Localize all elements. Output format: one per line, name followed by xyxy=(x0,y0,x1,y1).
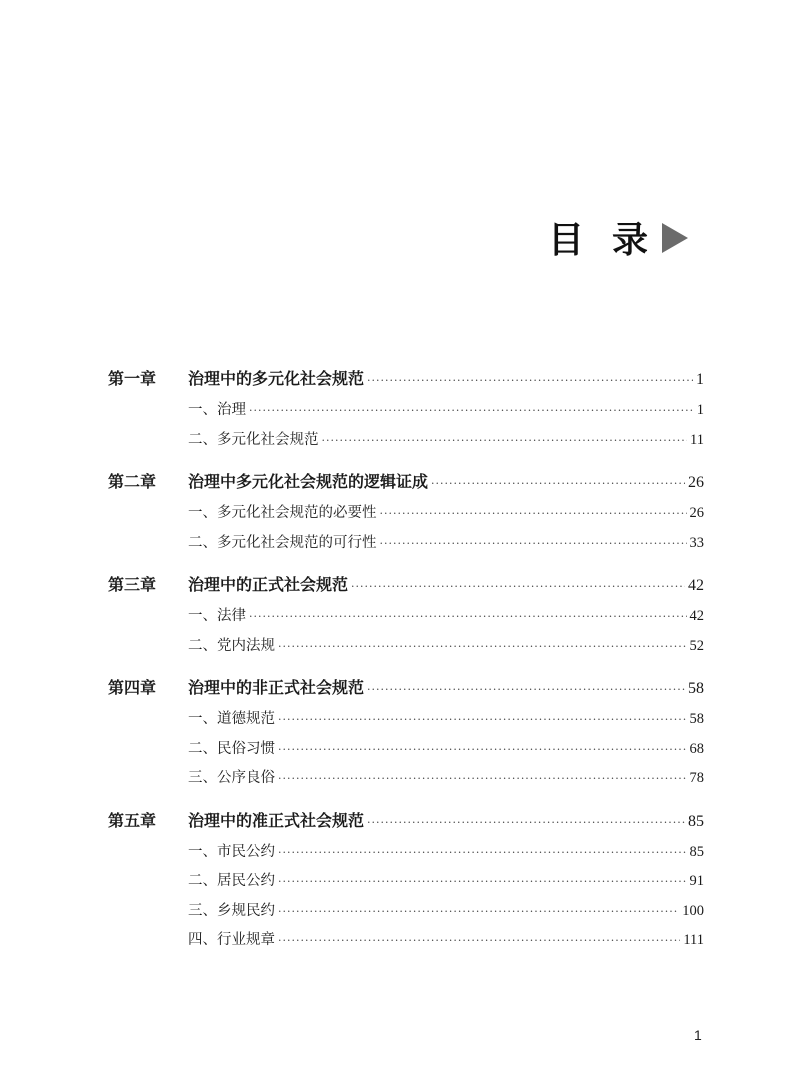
toc-section-entry[interactable] xyxy=(108,707,704,737)
section-title: 二、居民公约 xyxy=(188,873,275,889)
toc-section-entry[interactable] xyxy=(108,428,704,458)
dot-leader xyxy=(278,743,687,756)
chapter-title: 治理中的准正式社会规范 xyxy=(188,810,365,830)
toc-chapter xyxy=(108,675,704,796)
section-title: 一、市民公约 xyxy=(188,843,275,860)
chapter-number: 第三章 xyxy=(108,575,157,594)
toc-heading xyxy=(548,212,688,263)
toc-section-entry[interactable] xyxy=(108,899,704,929)
chapter-page-number: 42 xyxy=(688,577,704,594)
chapter-page-number: 26 xyxy=(688,474,704,491)
dot-leader xyxy=(278,934,680,947)
toc-title: 目录 xyxy=(548,220,677,261)
section-page-number: 58 xyxy=(689,711,704,727)
chapter-number: 第一章 xyxy=(108,369,157,388)
section-page-number: 91 xyxy=(689,873,704,889)
toc-section-entry[interactable] xyxy=(108,634,704,664)
toc-chapter-entry[interactable] xyxy=(108,808,704,840)
toc-chapter-entry[interactable] xyxy=(108,469,704,501)
section-page-number: 26 xyxy=(689,505,704,521)
section-title: 一、道德规范 xyxy=(188,711,275,727)
chapter-number: 第四章 xyxy=(108,678,157,697)
dot-leader xyxy=(278,640,687,653)
dot-leader xyxy=(431,477,685,490)
dot-leader xyxy=(278,772,687,785)
section-page-number: 33 xyxy=(689,534,704,551)
toc-section-entry[interactable] xyxy=(108,869,704,899)
toc-chapter-entry[interactable] xyxy=(108,366,704,398)
section-title: 一、多元化社会规范的必要性 xyxy=(188,505,377,521)
toc-section-entry[interactable] xyxy=(108,398,704,428)
toc-section-entry[interactable] xyxy=(108,501,704,531)
toc-chapter xyxy=(108,469,704,560)
dot-leader xyxy=(367,683,685,696)
dot-leader xyxy=(322,434,688,447)
section-page-number: 85 xyxy=(689,843,704,860)
chapter-title: 治理中多元化社会规范的逻辑证成 xyxy=(188,472,429,491)
section-title: 四、行业规章 xyxy=(188,932,275,948)
section-page-number: 111 xyxy=(683,932,704,948)
section-page-number: 11 xyxy=(690,431,704,448)
chapter-title: 治理中的非正式社会规范 xyxy=(188,678,365,697)
dot-leader xyxy=(367,816,685,829)
section-title: 三、公序良俗 xyxy=(188,770,275,786)
dot-leader xyxy=(249,404,694,417)
dot-leader xyxy=(351,580,685,593)
toc-chapter-entry[interactable] xyxy=(108,572,704,604)
chapter-page-number: 1 xyxy=(696,371,704,388)
section-title: 二、民俗习惯 xyxy=(188,740,275,757)
chapter-title: 治理中的正式社会规范 xyxy=(188,575,349,594)
toc-chapter xyxy=(108,808,704,958)
toc-section-entry[interactable] xyxy=(108,737,704,767)
section-page-number: 100 xyxy=(682,902,704,919)
dot-leader xyxy=(278,713,687,726)
dot-leader xyxy=(380,537,687,550)
chapter-page-number: 58 xyxy=(688,680,704,697)
section-title: 一、法律 xyxy=(188,608,246,624)
section-title: 三、乡规民约 xyxy=(188,902,275,919)
toc-section-entry[interactable] xyxy=(108,840,704,870)
section-title: 一、治理 xyxy=(188,402,246,418)
toc-section-entry[interactable] xyxy=(108,531,704,561)
section-title: 二、党内法规 xyxy=(188,637,275,654)
triangle-arrow-icon xyxy=(662,223,688,253)
chapter-title: 治理中的多元化社会规范 xyxy=(188,369,365,388)
dot-leader xyxy=(278,846,687,859)
toc-chapter-entry[interactable] xyxy=(108,675,704,707)
dot-leader xyxy=(249,610,687,623)
section-page-number: 42 xyxy=(689,608,704,624)
toc-section-entry[interactable] xyxy=(108,766,704,796)
page-number: 1 xyxy=(694,1027,702,1043)
toc-section-entry[interactable] xyxy=(108,928,704,958)
chapter-page-number: 85 xyxy=(688,812,704,830)
chapter-number: 第二章 xyxy=(108,472,157,491)
toc-section-entry[interactable] xyxy=(108,604,704,634)
section-page-number: 78 xyxy=(689,770,704,786)
dot-leader xyxy=(380,507,687,520)
section-page-number: 52 xyxy=(689,637,704,654)
section-page-number: 1 xyxy=(696,402,704,418)
dot-leader xyxy=(278,875,687,888)
dot-leader xyxy=(278,905,679,918)
table-of-contents xyxy=(108,366,704,970)
toc-chapter xyxy=(108,572,704,663)
toc-chapter xyxy=(108,366,704,457)
dot-leader xyxy=(367,374,693,387)
chapter-number: 第五章 xyxy=(108,810,157,830)
section-title: 二、多元化社会规范 xyxy=(188,431,319,448)
section-title: 二、多元化社会规范的可行性 xyxy=(188,534,377,551)
section-page-number: 68 xyxy=(689,740,704,757)
